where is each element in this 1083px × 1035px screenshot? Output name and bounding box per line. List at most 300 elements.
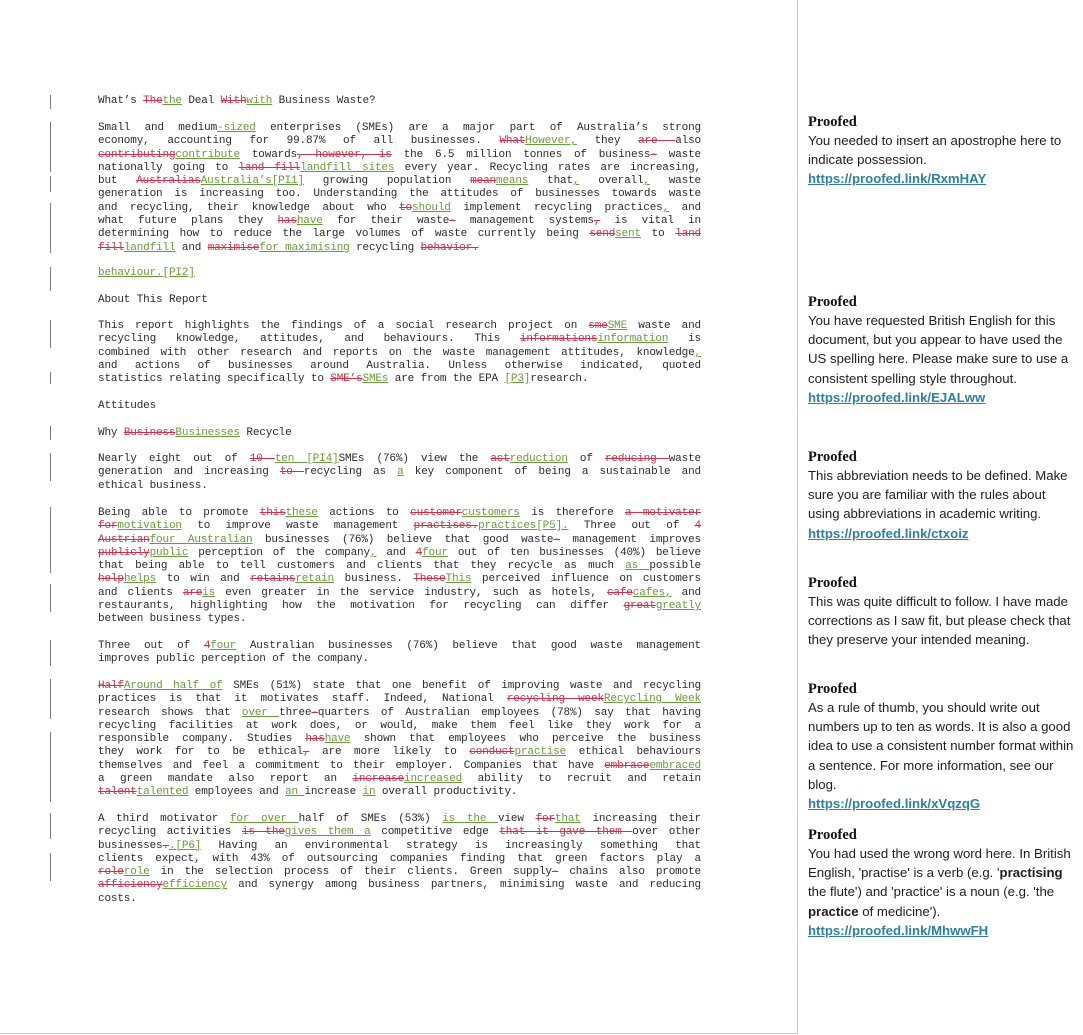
change-bar bbox=[50, 267, 51, 291]
text-run: Three out of bbox=[568, 520, 695, 533]
text-run: are more likely to bbox=[309, 746, 470, 759]
comment-body: This was quite difficult to follow. I have made corrections as I saw fit, but please check that they preserve your intended meaning. bbox=[808, 594, 1071, 648]
comment-6[interactable] bbox=[808, 826, 1076, 940]
deleted-text: a motivater bbox=[625, 507, 701, 519]
text-run: and clients bbox=[98, 586, 183, 599]
text-run: responsible company. Studies bbox=[98, 733, 306, 746]
inserted-text: -sized bbox=[217, 122, 256, 134]
inserted-text: motivation bbox=[117, 520, 182, 533]
text-run: that being able to tell customers and clients that they recycle as much bbox=[98, 560, 626, 573]
text-run: is vital in bbox=[600, 215, 701, 228]
inserted-text: gives them a bbox=[284, 826, 371, 839]
inserted-text: embraced bbox=[649, 759, 701, 772]
deleted-text: maximise bbox=[207, 241, 260, 254]
comment-4[interactable] bbox=[808, 574, 1076, 650]
text-line bbox=[98, 866, 701, 879]
text-run: About This Report bbox=[98, 294, 208, 306]
inserted-text: these bbox=[285, 507, 318, 519]
change-bar bbox=[50, 640, 51, 666]
inserted-text: means bbox=[496, 175, 529, 188]
text-run: management improves bbox=[559, 533, 701, 546]
text-run: Deal bbox=[181, 95, 221, 107]
text-run: perceived influence on customers bbox=[471, 573, 701, 586]
inserted-text: Businesses bbox=[175, 427, 240, 439]
text-line bbox=[98, 640, 701, 653]
text-run: but bbox=[98, 175, 137, 188]
comment-body: You have requested British English for this document, but you appear to have used the US spelling here. Please make sure to use a consistent spelling style throughout. bbox=[808, 313, 1069, 386]
text-line bbox=[98, 560, 701, 573]
text-run: perception of the company bbox=[188, 546, 370, 559]
text-line bbox=[98, 773, 701, 786]
text-run: waste bbox=[668, 453, 701, 465]
deleted-text: is the bbox=[241, 826, 285, 839]
text-line bbox=[98, 760, 701, 773]
inserted-text: cafes, bbox=[632, 586, 672, 599]
deleted-text: informations bbox=[519, 333, 598, 346]
text-run: SMEs (51%) state that one benefit of improving waste and recycling bbox=[222, 680, 701, 692]
deleted-text: - bbox=[449, 215, 456, 228]
text-line bbox=[98, 188, 701, 201]
text-run: and bbox=[671, 586, 701, 599]
deleted-text: retains bbox=[250, 573, 296, 586]
text-run: key component of being a sustainable and bbox=[403, 466, 701, 479]
inserted-text: SMEs bbox=[362, 373, 389, 386]
text-line bbox=[98, 320, 701, 333]
inserted-text: practise bbox=[514, 746, 567, 759]
text-run: every year. Recycling rates are increasing, bbox=[394, 161, 701, 174]
text-run: Small and medium bbox=[98, 122, 218, 134]
text-run: what future plans they bbox=[98, 215, 278, 228]
text-run: waste and bbox=[627, 320, 701, 332]
text-line bbox=[98, 202, 701, 215]
text-run: and recycling, their knowledge about who bbox=[98, 201, 400, 214]
inserted-text: have bbox=[296, 215, 323, 228]
inserted-text: , bbox=[694, 346, 701, 359]
comment-body: As a rule of thumb, you should write out numbers up to ten as words. It is also a good idea to use a consistent number format within a sentence. For more information, see our blog. bbox=[808, 700, 1074, 792]
text-line bbox=[98, 453, 701, 466]
change-bar bbox=[50, 507, 51, 573]
text-run: businesses bbox=[98, 839, 163, 852]
text-run: ability to recruit and retain bbox=[462, 773, 701, 786]
deleted-text: has bbox=[305, 733, 325, 746]
deleted-text: behavior. bbox=[420, 241, 479, 254]
inserted-text: efficiency bbox=[162, 879, 228, 892]
text-line bbox=[98, 267, 701, 280]
inserted-text: contribute bbox=[175, 148, 240, 161]
comment-link[interactable]: https://proofed.link/ctxoiz bbox=[808, 525, 969, 541]
text-run: statistics relating specifically to bbox=[98, 373, 331, 386]
text-run: recycling activities bbox=[98, 826, 242, 839]
deleted-text: talent bbox=[98, 786, 137, 799]
text-run: overall productivity. bbox=[375, 786, 518, 799]
text-run: for their waste bbox=[322, 215, 450, 228]
text-run: shown that employees who perceive the business bbox=[350, 733, 701, 746]
text-run: implement recycling practices bbox=[450, 201, 663, 214]
text-run: determining how to reduce the large volumes of waste currently being bbox=[98, 228, 590, 241]
comment-title: Proofed bbox=[808, 827, 857, 843]
deleted-text: , however, is bbox=[297, 148, 392, 161]
text-line bbox=[98, 149, 701, 162]
text-run: recycling facilities at work does, or would, make them feel like they work for a bbox=[98, 719, 701, 732]
text-run: research. bbox=[530, 373, 589, 386]
text-run: a green mandate also report an bbox=[98, 773, 353, 786]
deleted-text: Austrian bbox=[98, 533, 150, 546]
text-line bbox=[98, 347, 701, 360]
deleted-text: great bbox=[623, 600, 656, 613]
inserted-text: SME bbox=[607, 320, 628, 332]
text-run: out of ten businesses (40%) believe bbox=[447, 546, 701, 559]
text-line bbox=[98, 680, 701, 693]
inserted-text: helps bbox=[123, 573, 157, 586]
text-run: of medicine'). bbox=[858, 903, 941, 919]
text-run: the flute') and 'practice' is a noun (e.g. 'the bbox=[808, 884, 1055, 900]
text-run: recycling knowledge, attitudes, and behaviours. This bbox=[98, 333, 520, 346]
text-line bbox=[98, 893, 701, 906]
deleted-text: this bbox=[259, 507, 286, 519]
text-line bbox=[98, 653, 701, 666]
text-line bbox=[98, 400, 701, 413]
deleted-text: recycling week bbox=[506, 693, 604, 706]
text-run: clients expect, with 43% of outsourcing companies finding that green factors play a bbox=[98, 852, 701, 865]
text-run: Recycle bbox=[239, 427, 292, 439]
text-line bbox=[98, 720, 701, 733]
text-run: that bbox=[528, 175, 573, 188]
inserted-text: customers bbox=[461, 507, 520, 519]
deleted-text: What bbox=[499, 135, 526, 148]
text-line bbox=[98, 840, 701, 853]
text-run: to win and bbox=[156, 573, 251, 586]
text-run: themselves and feel a commitment to their employer. Companies that have bbox=[98, 759, 605, 772]
text-run: and bbox=[376, 546, 416, 559]
paragraph-behaviour bbox=[98, 267, 701, 280]
inserted-text: , bbox=[662, 201, 670, 214]
comment-title: Proofed bbox=[808, 681, 857, 697]
deleted-text: customer bbox=[410, 507, 462, 519]
text-run: enterprises (SMEs) are a major part of Australia’s strong bbox=[255, 122, 701, 134]
paragraph-half-smes bbox=[98, 680, 701, 800]
text-run: restaurants, highlighting how the motivation for recycling can differ bbox=[98, 600, 624, 613]
text-run: of bbox=[567, 453, 605, 465]
deleted-text: SME’s bbox=[330, 373, 363, 386]
text-line bbox=[98, 95, 701, 108]
change-bar bbox=[50, 732, 51, 802]
comment-link[interactable]: https://proofed.link/xVqzqG bbox=[808, 796, 981, 812]
text-run: three bbox=[279, 706, 312, 719]
inserted-text: retain bbox=[295, 573, 335, 586]
text-line bbox=[98, 853, 701, 866]
text-run: increasing their bbox=[580, 813, 701, 825]
text-line bbox=[98, 175, 701, 188]
comment-body-rich bbox=[808, 844, 1076, 921]
text-line bbox=[98, 360, 701, 373]
text-run: What’s bbox=[98, 95, 144, 107]
comment-link[interactable]: https://proofed.link/RxmHAY bbox=[808, 171, 987, 187]
inserted-text: This bbox=[445, 573, 472, 586]
deleted-text: are bbox=[638, 135, 676, 148]
text-line bbox=[98, 547, 701, 560]
text-run: employees and bbox=[188, 786, 286, 799]
text-run: recycling as bbox=[303, 466, 398, 479]
deleted-text: , bbox=[303, 746, 310, 759]
inserted-text: , bbox=[572, 175, 580, 188]
text-run: nationally going to bbox=[98, 161, 239, 174]
text-line bbox=[98, 587, 701, 600]
deleted-text: to bbox=[279, 466, 304, 479]
text-run: to improve waste management bbox=[181, 520, 414, 533]
text-run: and synergy among business partners, minimising waste and reducing bbox=[227, 879, 701, 892]
text-line bbox=[98, 693, 701, 706]
inserted-text: sent bbox=[615, 228, 641, 241]
deleted-text: send bbox=[589, 228, 616, 241]
text-line bbox=[98, 733, 701, 746]
text-run: You had used the wrong word here. In British English, 'practise' is a verb (e.g. ' bbox=[808, 846, 1071, 881]
comment-5[interactable] bbox=[808, 680, 1076, 813]
text-run: costs. bbox=[98, 892, 137, 905]
text-run: ethical behaviours bbox=[566, 746, 701, 759]
change-bar bbox=[50, 320, 51, 348]
inserted-text: four bbox=[210, 640, 237, 652]
text-line bbox=[98, 507, 701, 520]
text-run: chains also promote bbox=[558, 866, 701, 879]
inserted-text: the bbox=[162, 95, 182, 107]
deleted-text: land fill bbox=[238, 161, 301, 174]
text-run: are from the EPA bbox=[388, 373, 505, 386]
text-run: ethical business. bbox=[98, 479, 208, 492]
inserted-text: information bbox=[597, 333, 669, 346]
deleted-text: role bbox=[98, 866, 124, 879]
inserted-text: However, bbox=[525, 135, 577, 148]
text-run: generation and increasing bbox=[98, 466, 280, 479]
deleted-text: mean bbox=[470, 175, 497, 188]
deleted-text: Half bbox=[98, 680, 124, 692]
text-line bbox=[98, 294, 701, 307]
deleted-text: - bbox=[553, 533, 560, 546]
text-run: view bbox=[498, 813, 536, 825]
text-line bbox=[98, 534, 701, 547]
text-run: towards bbox=[239, 148, 298, 161]
deleted-text: fill bbox=[98, 241, 124, 254]
change-bar bbox=[50, 372, 51, 384]
inserted-text: four Australian bbox=[149, 533, 253, 546]
text-line bbox=[98, 826, 701, 839]
deleted-text: conduct bbox=[469, 746, 515, 759]
inserted-text: Recycling Week bbox=[603, 693, 701, 706]
inserted-text: public bbox=[149, 546, 189, 559]
deleted-text: help bbox=[98, 573, 124, 586]
text-line bbox=[98, 520, 701, 533]
comment-body: This abbreviation needs to be defined. Make sure you are familiar with the rules about using abbreviations in academic writing. bbox=[808, 468, 1068, 522]
change-bar bbox=[50, 453, 51, 481]
heading-title bbox=[98, 95, 701, 108]
text-run: This report highlights the findings of a social research project on bbox=[98, 320, 589, 332]
deleted-text: Business bbox=[123, 427, 176, 439]
change-bar bbox=[50, 95, 51, 109]
inserted-text: ten [PI4] bbox=[274, 453, 339, 465]
change-bar bbox=[50, 122, 51, 172]
deleted-text: to bbox=[399, 201, 413, 214]
comment-2[interactable] bbox=[808, 293, 1076, 407]
change-bar bbox=[50, 853, 51, 881]
text-line bbox=[98, 573, 701, 586]
inserted-text: behaviour.[PI2] bbox=[98, 267, 195, 279]
text-run: is bbox=[668, 333, 701, 346]
inserted-text: a bbox=[397, 466, 404, 479]
text-line bbox=[98, 122, 701, 135]
heading-why-recycle bbox=[98, 427, 701, 440]
text-run: recycling bbox=[349, 241, 421, 254]
text-line bbox=[98, 373, 701, 386]
change-bar bbox=[50, 203, 51, 253]
text-run: A third motivator bbox=[98, 813, 230, 825]
change-bar bbox=[50, 813, 51, 839]
text-run: also bbox=[675, 135, 701, 148]
paragraph-third-motivator bbox=[98, 813, 701, 906]
text-run: generation is increasing too. Understanding the attitudes of businesses towards waste bbox=[98, 188, 701, 201]
comment-link[interactable]: https://proofed.link/MhwwFH bbox=[808, 922, 989, 938]
text-run: is therefore bbox=[519, 507, 626, 519]
change-bar bbox=[50, 679, 51, 719]
text-run: and bbox=[175, 241, 208, 254]
comment-3[interactable] bbox=[808, 448, 1076, 543]
comment-1[interactable] bbox=[808, 113, 1076, 188]
inserted-text: with bbox=[246, 95, 273, 107]
inserted-text: in bbox=[362, 786, 376, 799]
deleted-text: for bbox=[98, 520, 118, 533]
paragraph-about bbox=[98, 320, 701, 386]
text-run: half of SMEs (53%) bbox=[298, 813, 443, 825]
inserted-text: that bbox=[554, 813, 581, 825]
text-run: Three out of bbox=[98, 640, 204, 652]
deleted-text: afficiency bbox=[98, 879, 163, 892]
deleted-text: 10 bbox=[249, 453, 275, 465]
text-run: SMEs (76%) view the bbox=[338, 453, 491, 465]
deleted-text: for bbox=[535, 813, 555, 825]
inserted-text: have bbox=[324, 733, 351, 746]
paragraph-eight-of-ten bbox=[98, 453, 701, 493]
text-line bbox=[98, 333, 701, 346]
deleted-text: - bbox=[551, 866, 559, 879]
text-run: practices is that it motivates staff. Indeed, National bbox=[98, 693, 507, 706]
text-line bbox=[98, 813, 701, 826]
inserted-text: role bbox=[123, 866, 150, 879]
text-line bbox=[98, 480, 701, 493]
text-run: they work for to be ethical bbox=[98, 746, 303, 759]
deleted-text: contributing bbox=[98, 148, 176, 161]
text-run: management systems bbox=[455, 215, 594, 228]
inserted-text: Around half of bbox=[123, 680, 223, 692]
deleted-text: has bbox=[277, 215, 297, 228]
deleted-text: sme bbox=[588, 320, 608, 332]
inserted-text: talented bbox=[136, 786, 189, 799]
text-line bbox=[98, 746, 701, 759]
text-run: in the selection process of their clients. Green supply bbox=[149, 866, 552, 879]
text-run: actions to bbox=[317, 507, 411, 519]
text-run: even greater in the service industry, such as hotels, bbox=[215, 586, 607, 599]
text-run: to bbox=[640, 228, 676, 241]
change-bar bbox=[50, 426, 51, 440]
text-run: combined with other research and reports on the waste management attitudes, knowledge bbox=[98, 346, 695, 359]
text-run: Being able to promote bbox=[98, 507, 260, 519]
comment-title: Proofed bbox=[808, 114, 857, 130]
text-run: Why bbox=[98, 427, 124, 439]
inserted-text: for maximising bbox=[259, 241, 350, 254]
text-line bbox=[98, 228, 701, 241]
change-bar bbox=[50, 176, 51, 192]
text-run: improves public perception of the company. bbox=[98, 653, 369, 666]
text-line bbox=[98, 600, 701, 613]
deleted-text: - bbox=[650, 148, 657, 161]
inserted-text: , bbox=[643, 175, 650, 188]
deleted-text: cafe bbox=[606, 586, 633, 599]
paragraph-three-of-four bbox=[98, 640, 701, 667]
inserted-text: is the bbox=[442, 813, 499, 825]
paragraph-intro bbox=[98, 122, 701, 255]
deleted-text: With bbox=[220, 95, 247, 107]
deleted-text: practises. bbox=[413, 520, 479, 533]
text-run: competitive edge bbox=[370, 826, 500, 839]
inserted-text: should bbox=[412, 201, 451, 214]
inserted-text: practices[P5]. bbox=[478, 520, 569, 533]
text-run: economy, accounting for 99.87% of all businesses. bbox=[98, 135, 500, 148]
deleted-text: 4 bbox=[203, 640, 211, 652]
inserted-text: .[P6] bbox=[168, 839, 202, 852]
comment-title: Proofed bbox=[808, 575, 857, 591]
deleted-text: act bbox=[490, 453, 510, 465]
text-run: and bbox=[669, 201, 701, 214]
text-run: waste bbox=[649, 175, 701, 188]
deleted-text: embrace bbox=[604, 759, 650, 772]
inserted-text: for over bbox=[229, 813, 299, 825]
text-line bbox=[98, 162, 701, 175]
text-run: overall bbox=[579, 175, 644, 188]
inserted-text: is bbox=[202, 586, 216, 599]
inserted-text: over bbox=[241, 706, 280, 719]
heading-about bbox=[98, 294, 701, 307]
inserted-text: landfill bbox=[123, 241, 176, 254]
deleted-text: . bbox=[162, 839, 169, 852]
comment-title: Proofed bbox=[808, 449, 857, 465]
bold-text: practising bbox=[999, 865, 1063, 881]
deleted-text: are bbox=[182, 586, 203, 599]
text-line bbox=[98, 613, 701, 626]
text-line bbox=[98, 215, 701, 228]
text-line bbox=[98, 427, 701, 440]
comment-body: You needed to insert an apostrophe here to indicate possession. bbox=[808, 133, 1062, 168]
text-run: increase bbox=[304, 786, 363, 799]
deleted-text: reducing bbox=[604, 453, 669, 465]
text-run: waste bbox=[656, 148, 701, 161]
inserted-text: greatly bbox=[655, 600, 701, 613]
text-run: Having an environmental strategy is increasingly something that bbox=[201, 839, 701, 852]
inserted-text: reduction bbox=[509, 453, 568, 465]
deleted-text: - bbox=[311, 706, 318, 719]
comment-title: Proofed bbox=[808, 294, 857, 310]
text-line bbox=[98, 242, 701, 255]
deleted-text: These bbox=[413, 573, 446, 586]
deleted-text: that it gave them bbox=[499, 826, 633, 839]
text-line bbox=[98, 879, 701, 892]
text-run: over other bbox=[632, 826, 701, 839]
text-line bbox=[98, 135, 701, 148]
text-run: and actions of businesses around Australia. Unless otherwise indicated, quoted bbox=[98, 359, 701, 372]
deleted-text: increase bbox=[352, 773, 405, 786]
text-run: businesses (76%) believe that good waste bbox=[252, 533, 554, 546]
text-run: the 6.5 million tonnes of business bbox=[391, 148, 651, 161]
inserted-text: four bbox=[422, 546, 448, 559]
deleted-text: , bbox=[593, 215, 601, 228]
comment-link[interactable]: https://proofed.link/EJALww bbox=[808, 389, 986, 405]
text-line bbox=[98, 466, 701, 479]
